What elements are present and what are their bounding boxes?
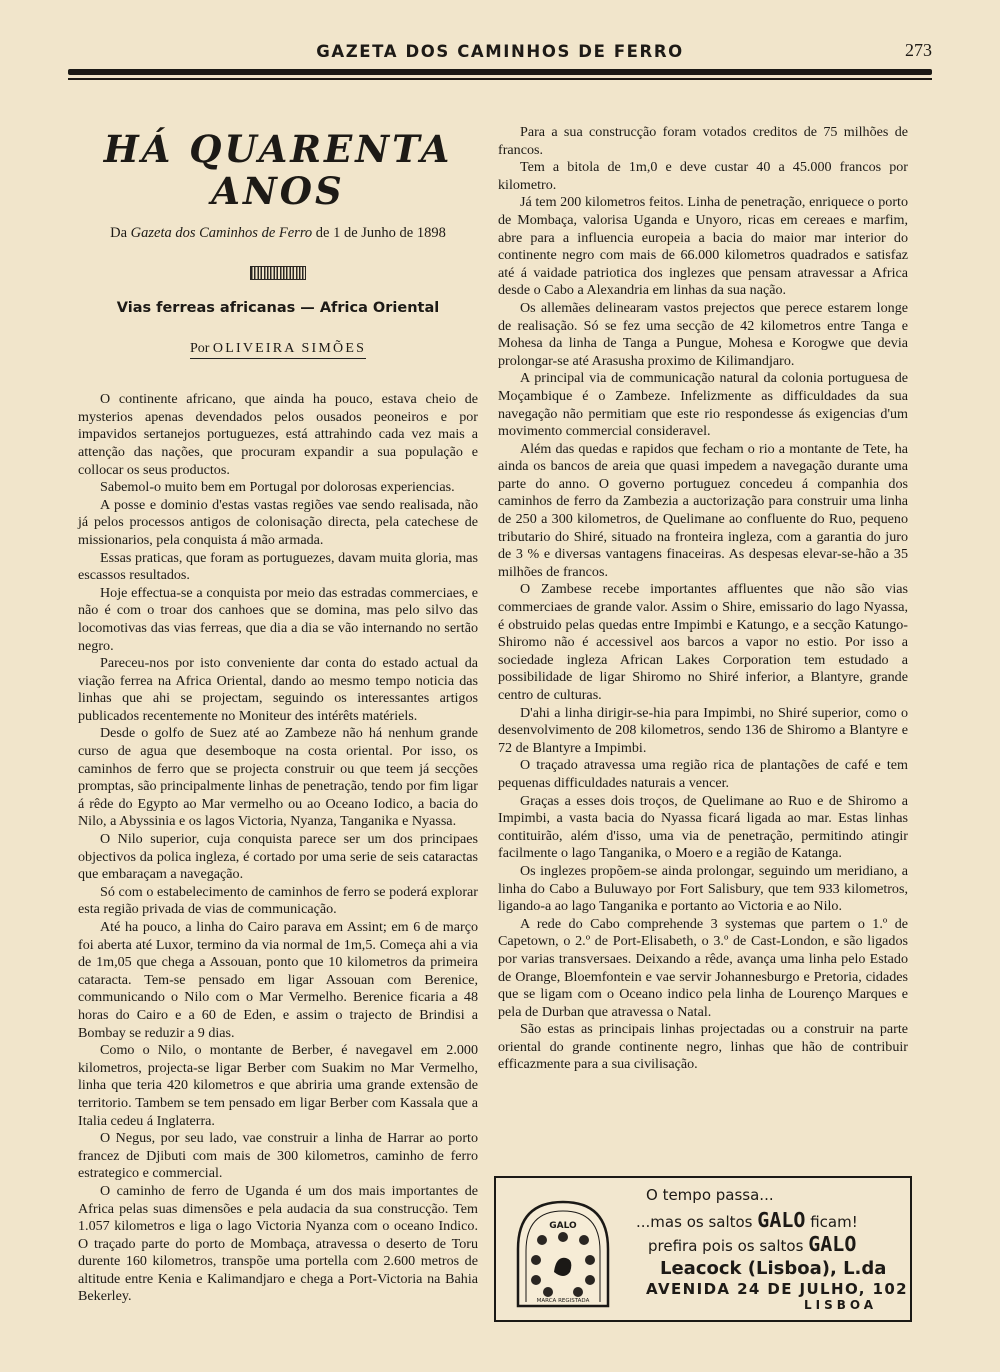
ornament-divider	[250, 266, 306, 280]
ad-slogan-3-prefix: prefira pois os saltos	[648, 1237, 804, 1255]
right-column	[498, 124, 908, 1074]
byline	[78, 340, 478, 358]
byline-author: OLIVEIRA SIMÕES	[212, 340, 367, 356]
article-paragraph: A principal via de communicação natural da colonia portuguesa de Moçambique é o Zambeze. Infelizmente as difficuldades da sua navegação não permitiam que este rio respondesse ás exigencias d'um movimento commercial consideravel.	[498, 370, 908, 440]
left-column	[78, 128, 478, 1306]
header-rule	[68, 69, 932, 75]
ad-slogan-2-suffix: ficam!	[810, 1213, 858, 1231]
page-number: 273	[905, 40, 932, 60]
article-paragraph: Só com o estabelecimento de caminhos de ferro se poderá explorar esta região privada de vias de communicação.	[78, 883, 478, 918]
article-paragraph: A posse e dominio d'estas vastas regiões vae sendo realisada, não já pelos processos antigos de colonisação directa, pela catechese de missionarios, pela conquista á mão armada.	[78, 496, 478, 548]
heel-icon	[508, 1194, 618, 1314]
article-paragraph: D'ahi a linha dirigir-se-hia para Impimbi, no Shiré superior, como o desenvolvimento de 208 kilometros, sendo 136 de Shiromo a Blantyre e 72 de Blantyre a Impimbi.	[498, 704, 908, 756]
left-body-text	[78, 391, 478, 1306]
article-paragraph: Já tem 200 kilometros feitos. Linha de penetração, enriquece o porto de Mombaça, valorisa Uganda e Unyoro, ricas em cereaes e marfim, abre para a influencia europeia a bacia do maior mar interior do continente negro com mais de 66.000 kilometros quadrados e satisfaz até á vaidade patriotica dos inglezes que pensam atravessar a Africa desde o Cabo a Alexandria em linhas da sua nação.	[498, 194, 908, 299]
ad-address: AVENIDA 24 DE JULHO, 102	[646, 1280, 909, 1298]
galo-advertisement	[494, 1176, 912, 1322]
article-source	[78, 224, 478, 242]
article-paragraph: São estas as principais linhas projectadas ou a construir na parte oriental do grande continente negro, linhas que hão de contribuir efficazmente para a sua civilisação.	[498, 1021, 908, 1073]
ad-slogan-1: O tempo passa...	[646, 1186, 774, 1204]
ad-slogan-3	[648, 1232, 856, 1256]
masthead: GAZETA DOS CAMINHOS DE FERRO	[316, 42, 684, 61]
article-paragraph: Tem a bitola de 1m,0 e deve custar 40 a 45.000 francos por kilometro.	[498, 159, 908, 193]
ad-brand-1: GALO	[757, 1208, 806, 1232]
article-paragraph: A rede do Cabo comprehende 3 systemas que partem o 1.º de Capetown, o 2.º de Port-Elisabeth, o 3.º de Cast-London, e são ligados por varias transversaes. Deixando a rêde, avança uma linha pelo Estado de Orange, Bloemfontein e vae servir Johannesburgo e Pretoria, cidades que se ligam com o Oceano indico pela linha de Lourenço Marques e pela de Durban que atravessa o Natal.	[498, 915, 908, 1020]
article-paragraph: O caminho de ferro de Uganda é um dos mais importantes de Africa pelas suas dimensões e pela audacia da sua construcção. Tem 1.057 kilometros e liga o lago Victoria Nyanza com o oceano Indico. O traçado parte do porto de Mombaça, atravessa o deserto de Toru durente 160 kilometros, transpõe uma portella com 2.600 metros de altitude entre Kenia e Kalimandjaro e chega a Port-Victoria na Bahia Bekerley.	[78, 1182, 478, 1305]
article-paragraph: Para a sua construcção foram votados creditos de 75 milhões de francos.	[498, 124, 908, 158]
ad-slogan-2-prefix: ...mas os saltos	[636, 1213, 753, 1231]
article-paragraph: O Nilo superior, cuja conquista parece ser um dos principaes objectivos da polica ingleza, é cortado por uma serie de seis cataractas que embaraçam a navegação.	[78, 831, 478, 883]
source-prefix: Da	[110, 225, 128, 241]
header-rule-thin	[68, 78, 932, 80]
article-paragraph: Essas praticas, que foram as portuguezes, davam muita gloria, mas escassos resultados.	[78, 549, 478, 584]
article-subheading: Vias ferreas africanas — Africa Oriental	[116, 300, 440, 316]
ad-city: LISBOA	[804, 1298, 878, 1312]
article-paragraph: Além das quedas e rapidos que fecham o rio a montante de Tete, ha ainda os bancos de areia que quasi impedem a navegação durante uma parte do anno. O governo portuguez concedeu á companhia dos caminhos de ferro da Zambezia a auctorização para construir uma linha de 250 a 300 kilometros, de Quelimane ao confluente do Ruo, pequeno tributario do Shiré, situado na fronteira ingleza, com a garantia do juro de 3 % e diversas vantagens finaceiras. As despesas elevar-se-hão a 35 milhões de francos.	[498, 440, 908, 580]
article-paragraph: Os allemães delinearam vastos prejectos que perece estarem longe de realisação. Só se fez uma secção de 42 kilometros entre Tanga e Mohesa da linha de Tanga a Pungue, Mohesa e Korogwe que devia prolongar-se até Arasusha proximo de Kilimandjaro.	[498, 299, 908, 369]
article-paragraph: Hoje effectua-se a conquista por meio das estradas commerciaes, e não é com o troar dos canhoes que se domina, mas pelo silvo das locomotivas das vias ferreas, que dia a dia se vão internando no sertão negro.	[78, 584, 478, 654]
article-paragraph: O Negus, por seu lado, vae construir a linha de Harrar ao porto francez de Djibuti com mais de 300 kilometros, caminho de ferro estrategico e commercial.	[78, 1130, 478, 1182]
ad-brand-2: GALO	[808, 1232, 857, 1256]
article-paragraph: Graças a esses dois troços, de Quelimane ao Ruo e de Shiromo a Impimbi, a vasta bacia do Nyassa ficará ligada ao mar. Estas linhas contituirão, além d'isso, uma via de penetração, permitindo atingir facilmente o lago Tanganika, o Moero e a região de Katanga.	[498, 792, 908, 862]
heel-mark-text: MARCA REGISTADA	[536, 1298, 590, 1304]
source-date: de 1 de Junho de 1898	[315, 225, 446, 241]
byline-prefix: Por	[189, 340, 210, 356]
article-title: HÁ QUARENTA ANOS	[103, 127, 453, 213]
article-paragraph: Os inglezes propõem-se ainda prolongar, seguindo um meridiano, a linha do Cabo a Buluwayo por Fort Salisbury, que tem 933 kilometros, ligando-a ao lago Tanganika e portanto ao Victoria e ao Nilo.	[498, 862, 908, 915]
article-paragraph: O continente africano, que ainda ha pouco, estava cheio de mysterios apenas devendados pelos ousados peoneiros e por impavidos sertanejos portuguezes, está attrahindo cada vez mais a attenção das nações, que procuram expandir a sua população e collocar os seus productos.	[78, 391, 478, 478]
page-header	[68, 42, 932, 62]
article-paragraph: Pareceu-nos por isto conveniente dar conta do estado actual da viação ferrea na Africa Oriental, dando ao mesmo tempo noticia das linhas que ahi se projectam, seguindo os interessantes artigos publicados recentemente no Moniteur des intérêts matériels.	[78, 655, 478, 724]
heel-brand-text: GALO	[549, 1221, 577, 1231]
ad-slogan-2	[636, 1208, 858, 1232]
source-publication: Gazeta dos Caminhos de Ferro	[130, 225, 313, 241]
article-paragraph: Sabemol-o muito bem em Portugal por dolorosas experiencias.	[100, 479, 455, 496]
article-paragraph: Desde o golfo de Suez até ao Zambeze não há nenhum grande curso de agua que desemboque na costa oriental. Por isso, os caminhos de ferro que se projecta construir ou que teem já secções promptas, são principalmente linhas de penetração, tendo por fim ligar á rêde do Egypto ao Mar vermelho ou ao Oceano Iodico, a bacia do Nilo, a Abyssinia e os lagos Victoria, Nyanza, Tanganika e Nyassa.	[78, 725, 478, 830]
ad-company: Leacock (Lisboa), L.da	[660, 1258, 887, 1279]
article-paragraph: Até ha pouco, a linha do Cairo parava em Assint; em 6 de março foi aberta até Luxor, termino da via normal de 1m,5. Começa ahi a via de 1m,05 que chega a Assouan, ponto que 10 kilometros da primeira cataracta. Tem-se pensado em ligar Assouan com Berenice, communicando o Nilo com o Mar Vermelho. Berenice ficaria a 48 horas do Cairo e a 60 de Eden, e assim o trajecto de Brindisi a Bombay se reduzir a 9 dias.	[78, 919, 478, 1041]
article-paragraph: Como o Nilo, o montante de Berber, é navegavel em 2.000 kilometros, projecta-se ligar Berber com Suakim no Mar Vermelho, linha que teria 420 kilometros e que abriria uma grande extensão de territorio. Tambem se tem pensado em ligar Berber com Kassala que a Italia cedeu á Inglaterra.	[78, 1042, 478, 1129]
article-paragraph: O traçado atravessa uma região rica de plantações de café e tem pequenas difficuldades naturais a vencer.	[498, 757, 908, 791]
article-paragraph: O Zambese recebe importantes affluentes que não são vias commerciaes de grande valor. Assim o Shire, emissario do lago Nyassa, é obstruido pelas quedas entre Impimbi e Katungo, e a secção Katungo-Shiromo não é accessivel aos barcos a vapor no estio. Por isso a sociedade ingleza African Lakes Corporation tem estudado a possibilidade de ligar Shiromo no Shiré inferior, a Blantyre, grande centro de culturas.	[498, 581, 908, 703]
